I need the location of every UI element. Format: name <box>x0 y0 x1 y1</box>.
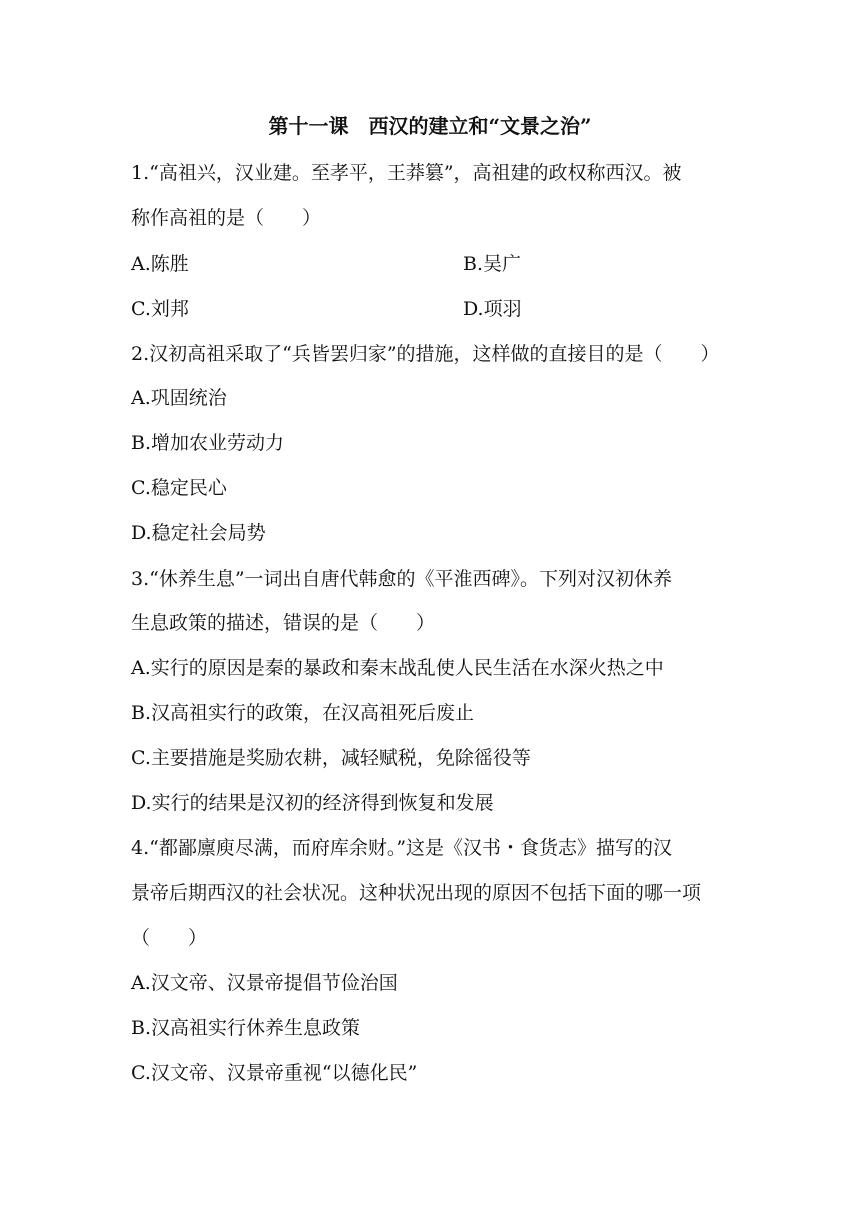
q1-option-b: B.吴广 <box>463 253 522 275</box>
q1-option-a: A.陈胜 <box>131 253 189 275</box>
q4-option-c: C.汉文帝、汉景帝重视“以德化民” <box>131 1062 418 1084</box>
q4-line-2: 景帝后期西汉的社会状况。这种状况出现的原因不包括下面的哪一项 <box>131 882 702 904</box>
q2-option-b: B.增加农业劳动力 <box>131 432 285 454</box>
q1-line-1: 1.“高祖兴，汉业建。至孝平，王莽篡”，高祖建的政权称西汉。被 <box>131 162 682 184</box>
q3-option-a: A.实行的原因是秦的暴政和秦末战乱使人民生活在水深火热之中 <box>131 657 664 679</box>
q4-option-b: B.汉高祖实行休养生息政策 <box>131 1017 361 1039</box>
q4-option-a: A.汉文帝、汉景帝提倡节俭治国 <box>131 972 398 994</box>
q3-line-2: 生息政策的描述，错误的是（ ） <box>131 612 436 634</box>
q2-option-a: A.巩固统治 <box>131 387 227 409</box>
q2-option-d: D.稳定社会局势 <box>131 522 266 544</box>
q1-option-c: C.刘邦 <box>131 298 189 320</box>
q2-line-1: 2.汉初高祖采取了“兵皆罢归家”的措施，这样做的直接目的是（ ） <box>131 343 720 365</box>
q3-option-b: B.汉高祖实行的政策，在汉高祖死后废止 <box>131 702 475 724</box>
q1-option-d: D.项羽 <box>463 298 522 320</box>
q3-option-c: C.主要措施是奖励农耕，减轻赋税，免除徭役等 <box>131 747 531 769</box>
q4-line-3: （ ） <box>131 927 208 949</box>
q1-line-2: 称作高祖的是（ ） <box>131 207 322 229</box>
lesson-title: 第十一课 西汉的建立和“文景之治” <box>268 114 592 138</box>
q3-option-d: D.实行的结果是汉初的经济得到恢复和发展 <box>131 792 494 814</box>
q3-line-1: 3.“休养生息”一词出自唐代韩愈的《平淮西碑》。下列对汉初休养 <box>131 568 673 590</box>
q4-line-1: 4.“都鄙廪庾尽满，而府库余财。”这是《汉书・食货志》描写的汉 <box>131 837 673 859</box>
q2-option-c: C.稳定民心 <box>131 477 227 499</box>
